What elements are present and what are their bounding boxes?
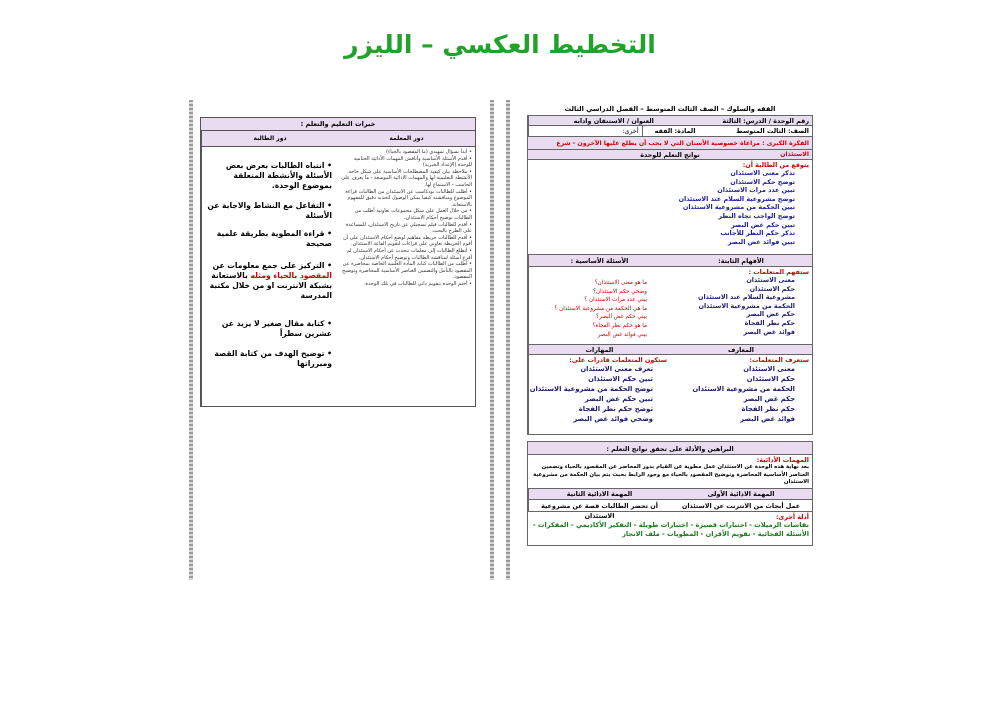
question-item: بيني حكم غض البصر؟ <box>596 314 647 321</box>
expected-item: تبين الحكمة من مشروعية الاستئذان <box>682 203 795 212</box>
understand-header: الأفهام الثابتة: <box>718 257 764 265</box>
skill-item: تعرف معنى الاستئذان <box>580 365 653 373</box>
learning-experiences-panel <box>200 117 476 407</box>
knowledge-item: حكم نظر الفجاة <box>741 405 795 413</box>
expected-item: تذكر حكم النظر للأجانب <box>720 229 795 238</box>
knowledge-title: ستعرف المتعلمات: <box>749 356 809 364</box>
roles-header <box>201 131 475 147</box>
expected-item: تبين فوائد غض البصر <box>727 237 795 246</box>
understandings-col <box>670 267 812 344</box>
essential-questions-header: الأسئلة الأساسية : <box>528 255 670 266</box>
teacher-item: • أقدم للطالبات خريطة مفاهيم لوضع أحكام الاستئذان على أن أقوم الخريطة تعاوني على قراءات لتقويم القاعة الاستئذان. <box>343 234 472 248</box>
unit-title-label: العنوان / الاستنقان وادابه <box>528 116 698 125</box>
knowledge-item: الحكمة من مشروعية الاستئذان <box>692 385 795 393</box>
teacher-item: • أطلب من الطالبات كتابة المادة العلمية الخاصة بمحاضرة عن المقصود بالتأمل والتضمين العناصر الأساسية للمحاضرة وتوضيح المقصود. <box>342 261 472 281</box>
student-item: • قراءة المطوية بطريقة علمية صحيحة <box>216 229 332 248</box>
expected-item: تبين حكم غض البصر <box>731 220 795 229</box>
middle-binding-divider <box>490 100 494 580</box>
knowledge-col <box>670 355 812 434</box>
knowledge-item: حكم غض البصر <box>743 395 795 403</box>
understanding-item: فوائد غض البصر <box>743 327 795 336</box>
unit-plan-panel <box>527 103 813 573</box>
other-label: أخرى: <box>528 126 642 136</box>
knowledge-item: حكم الاستئذان <box>746 375 795 383</box>
teacher-item: • أبدأ بسؤال تمهيدي (ما المقصود بالحياء) <box>385 149 472 155</box>
expected-item: توضح حكم الاستئذان <box>730 177 795 186</box>
performance-box <box>527 455 813 489</box>
question-item: ما هو معنى الاستئذان؟ <box>594 280 647 286</box>
subject-label: المادة: الفقه <box>642 126 699 136</box>
question-item: بيني فوائد غض البصر <box>597 331 647 338</box>
other-evidence-line: نقاشات الزميلات - اختبارات قصيرة - اختبارات طويلة - التفكير الأكاديمي - المفكرات - <box>532 521 809 529</box>
left-binding-divider <box>189 100 193 580</box>
knowledge-item: معنى الاستئذان <box>743 365 795 373</box>
skill-item: توضح حكم نظر الفجاة <box>578 405 653 413</box>
understand-title: ستفهم المتعلمات : <box>748 268 809 276</box>
page-title: التخطيط العكسي – الليزر <box>344 30 656 59</box>
teacher-item: • أقدم الأسئلة الأساسية وأناقش المهمات الأدائية الختامية للوحدة (الإعداد الخبرية) <box>353 155 472 169</box>
student-item: • انتباه الطالبات بعرض بعض الأسئلة والأنشطة المتعلقة بموضوع الوحدة. <box>225 161 332 190</box>
understanding-item: معنى الاستئذان <box>746 276 795 284</box>
expected-title: يتوقع من الطالبة أن: <box>742 161 809 169</box>
question-item: وضحي حكم الاستئذان؟ <box>593 288 647 295</box>
skill-item: وضحي فوائد غض البصر <box>573 415 653 423</box>
other-evidence-box <box>527 512 813 546</box>
student-item: • توضيح الهدف من كتابة القصة ومبرراتها <box>214 349 332 368</box>
understand-questions-body <box>527 267 813 345</box>
other-evidence-title: أدلة أخرى: <box>775 513 809 521</box>
teacher-item: • أختم الوحدة بتقويم ذاتي للطالبات في تلك الوحدة. <box>363 280 472 287</box>
student-item: • التفاعل مع النشاط والاجابة عن الأسئلة <box>207 201 332 220</box>
questions-col <box>528 267 670 344</box>
expected-item: تذكر معنى الاستئذان <box>730 169 795 177</box>
knowledge-skills-body <box>527 355 813 435</box>
task2-text: أن تحضر الطالبات قصة عن مشروعية الاستئذان <box>528 500 670 511</box>
task1-header: المهمة الادائية الأولى <box>707 490 775 498</box>
understanding-item: مشروعية السلام عند الاستئذان <box>697 293 795 302</box>
right-binding-divider <box>506 100 510 580</box>
teacher-item: • أتطلع الطالبات إلى معلمات تتحدث عن أحكام الاستئذان لم أفرع أسئلة لمناقشة الطالبات وتوضيح أحكام الاستئذان. <box>346 247 472 261</box>
tasks-header <box>527 489 813 500</box>
question-item: بيني عدد مرات الاستئذان ؟ <box>584 297 647 304</box>
evidence-header: البراهين والأدلة على تحقق نواتج التعلم : <box>527 441 813 455</box>
expected-item: توضح الواجب تجاه النظر <box>718 211 795 220</box>
student-item: • كتابة مقال صغير لا يزيد عن عشرين سطراً <box>221 319 332 338</box>
teacher-item: • من خلال العمل على شكل مجموعات تعاونية أطلب من الطالبات توضيح أحكام الاستئذان. <box>354 208 472 221</box>
grade-label: الصف: الثالث المتوسط <box>736 127 809 135</box>
skills-title: ستكون المتعلمات قادرات على: <box>569 356 667 364</box>
expected-list <box>531 169 809 246</box>
question-item: ما هو حكم نظر الفجاة؟ <box>592 322 647 329</box>
unit-header-line: الفقه والسلوك – الصف الثالث المتوسط – الفصل الدراسي الثالث <box>564 105 776 113</box>
skill-item: تبين حكم الاستئذان <box>588 375 653 383</box>
roles-body <box>201 147 475 407</box>
skills-header: المهارات <box>528 345 670 354</box>
performance-title: المهمات الأدائية: <box>756 456 809 464</box>
big-idea: الفكرة الكبرى : مراعاة خصوصية الأسنان التي لا يجب أن يطلع عليها الآخرون - شرع الاستئذان <box>527 137 813 150</box>
understanding-item: حكم الاستئذان <box>749 284 795 293</box>
knowledge-skills-header <box>527 345 813 355</box>
knowledge-item: فوائد غض البصر <box>740 415 795 423</box>
understanding-item: حكم نظر الفجاة <box>744 318 795 327</box>
teacher-item: • أقدم للطالبات فيلم تسجيلي عن تاريخ الاستئذان، للمساعدة على الطرح بالبحث. <box>345 221 472 235</box>
skills-col <box>528 355 670 434</box>
unit-info-row <box>527 115 813 126</box>
outcomes-header: نواتج التعلم للوحدة <box>527 150 813 160</box>
task2-header: المهمة الادائية الثانية <box>528 489 670 499</box>
expected-outcomes-box <box>527 160 813 255</box>
grade-subject-row <box>527 126 813 137</box>
student-role-header: دور الطالبة <box>201 131 338 146</box>
other-evidence-line: الأسئلة الفجائية - تقويم الأقران - المطويات - ملف الانجاز <box>622 530 809 538</box>
question-item: ما هي الحكمة من مشروعية الاستئذان ؟ <box>554 305 647 312</box>
skill-item: توضح الحكمة من مشروعية الاستئذان <box>529 385 653 393</box>
skill-item: تبين حكم غض البصر <box>585 395 653 403</box>
student-item: • التركيز على جمع معلومات عن المقصود بالحياء ومثله بالاستعانة بشبكة الانترنت او من خلال مكتبة المدرسة <box>209 261 332 300</box>
understanding-item: الحكمة من مشروعية الاستئذان <box>698 301 795 310</box>
task1-text: عمل أبحاث من الانترنت عن الاستئذان <box>681 502 801 510</box>
expected-item: توضح مشروعية السلام عند الاستئذان <box>678 194 795 203</box>
unit-label: رقم الوحدة / الدرس: الثالثة <box>722 117 809 125</box>
knowledge-header: المعارف <box>728 346 754 354</box>
understand-questions-header <box>527 255 813 267</box>
expected-item: تبين عدد مرات الاستئذان <box>717 186 795 195</box>
teacher-item: • ملاحظة بيان كيفية المصطلحات الأساسية على شكل حاجة. الأنشطة التعليمية لها والمهمات الادائية الموسعة - ما يعرف على الحاسب - الاستماع لها. <box>341 168 472 188</box>
teacher-role-header: دور المعلمة <box>389 135 424 142</box>
student-role-col <box>201 147 338 407</box>
teacher-role-col <box>338 147 475 407</box>
understanding-item: حكم غض البصر <box>746 310 795 319</box>
experiences-header: خبرات التعليم والتعلم : <box>201 118 475 131</box>
performance-text: بعد نهاية هذه الوحدة عن الاستئذان عمل مطوية عن القيام بدور المحاضر عن المقصود بالحياء وتضمين العناصر الأساسية المحاضرة وتوضيح المقصود بالحياء مع وجود الرابط بحيث يتم بيان الحكمة من مشروعية الاستئذان <box>533 464 809 485</box>
teacher-item: • أطلب للطالبات بودكاست عن الاستئذان من الطالبات قراءة الموضوع ومناقشته كيفيا يمكن الوصول لتحديد دقيق للمفهوم بالاستعانة. <box>345 188 472 208</box>
